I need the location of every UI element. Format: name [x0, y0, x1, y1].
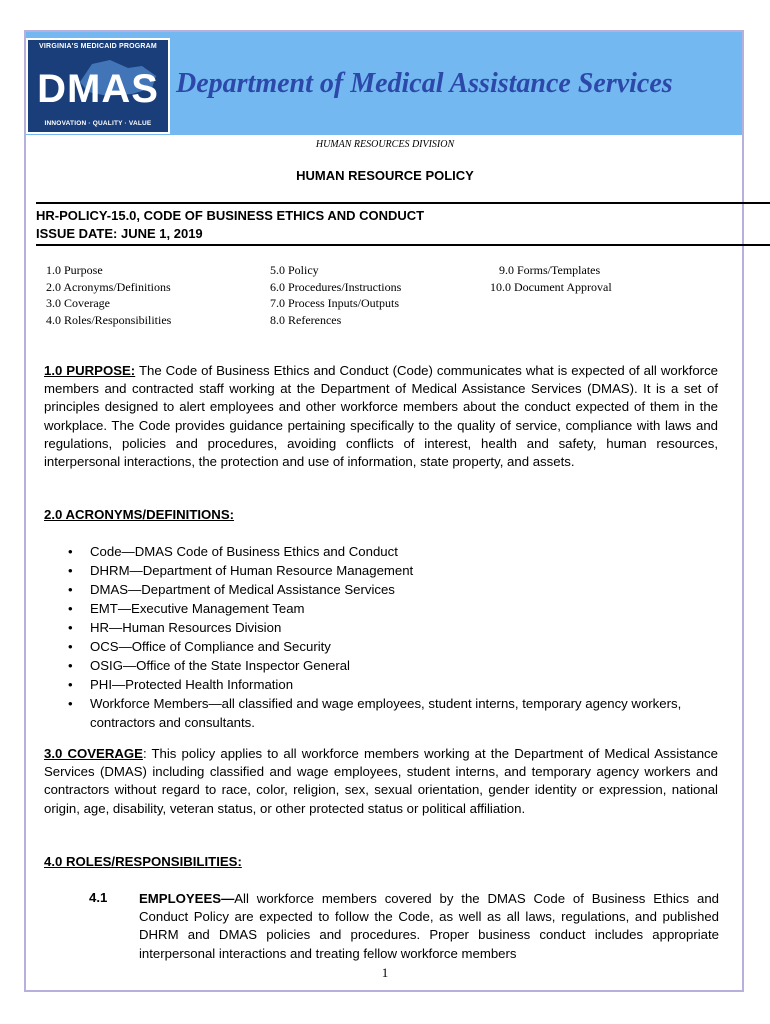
division-label: HUMAN RESOURCES DIVISION — [315, 139, 455, 150]
purpose-heading: 1.0 PURPOSE: — [44, 363, 136, 378]
toc-column-3 — [490, 262, 612, 295]
toc-item[interactable]: 7.0 Process Inputs/Outputs — [270, 296, 399, 310]
definitions-heading: 2.0 ACRONYMS/DEFINITIONS: — [44, 507, 235, 522]
logo-bottom-text: INNOVATION · QUALITY · VALUE — [44, 120, 152, 127]
subsection-number: 4.1 — [89, 890, 108, 905]
toc-item[interactable]: 4.0 Roles/Responsibilities — [46, 312, 172, 327]
list-item: • OSIG—Office of the State Inspector General — [68, 656, 720, 675]
coverage-section — [44, 745, 718, 818]
list-item: • OCS—Office of Compliance and Security — [68, 637, 720, 656]
employees-subsection — [139, 890, 719, 963]
toc-item[interactable]: 6.0 Procedures/Instructions — [270, 279, 402, 294]
toc-item[interactable]: 2.0 Acronyms/Definitions — [46, 279, 171, 294]
toc-column-1 — [46, 262, 171, 328]
toc-item[interactable]: 8.0 References — [270, 312, 342, 327]
toc-item[interactable]: 5.0 Policy — [270, 263, 319, 277]
policy-id: HR-POLICY-15.0, CODE OF BUSINESS ETHICS AND CONDUCT — [36, 208, 425, 223]
employees-title: EMPLOYEES— — [139, 891, 235, 906]
agency-title: Department of Medical Assistance Services — [176, 68, 673, 99]
definitions-heading-wrap — [44, 506, 718, 524]
purpose-section — [44, 362, 718, 471]
purpose-text: The Code of Business Ethics and Conduct (Code) communicates what is expected of all workforce members and contracted staff working at the Department of Medical Assistance Services (DMAS). It is a set of principles designed to alert employees and other workforce members about the conduct expected of them in the workplace. The Code provides guidance pertaining specifically to the quality of service, compliance with laws and regulations, policies and procedures, avoiding conflicts of interest, health and safety, human resources, interpersonal interactions, the protection and use of information, state property, and assets. — [44, 363, 718, 470]
policy-id-block — [36, 207, 424, 243]
page-number: 1 — [381, 965, 389, 980]
policy-heading: HUMAN RESOURCE POLICY — [296, 168, 474, 183]
toc-item[interactable]: 10.0 Document Approval — [490, 279, 612, 294]
roles-heading: 4.0 ROLES/RESPONSIBILITIES: — [44, 854, 242, 869]
list-item: • DHRM—Department of Human Resource Management — [68, 561, 720, 580]
list-item: • DMAS—Department of Medical Assistance Services — [68, 580, 720, 599]
toc-item[interactable]: 3.0 Coverage — [46, 296, 110, 310]
definitions-list — [68, 542, 720, 732]
dmas-logo — [26, 38, 170, 134]
dmas-logo-mark — [32, 58, 164, 112]
roles-heading-wrap — [44, 853, 718, 871]
toc-item[interactable]: 1.0 Purpose — [46, 263, 103, 277]
issue-date: ISSUE DATE: JUNE 1, 2019 — [36, 226, 203, 241]
employees-text: All workforce members covered by the DMAS Code of Business Ethics and Conduct Policy are expected to follow the Code, as well as all laws, regulations, and published DHRM and DMAS policies and procedures. Proper business conduct includes appropriate interpersonal interactions and treating fellow workforce members — [139, 891, 719, 961]
list-item: • PHI—Protected Health Information — [68, 675, 720, 694]
toc-item[interactable]: 9.0 Forms/Templates — [499, 263, 601, 277]
list-item: • Code—DMAS Code of Business Ethics and Conduct — [68, 542, 720, 561]
bottom-rule — [36, 244, 770, 246]
list-item: • HR—Human Resources Division — [68, 618, 720, 637]
toc-column-2 — [270, 262, 401, 328]
list-item: • Workforce Members—all classified and wage employees, student interns, temporary agency workers, contractors and consultants. — [68, 694, 720, 732]
coverage-text: : This policy applies to all workforce members working at the Department of Medical Assistance Services (DMAS) including classified and wage employees, student interns, and temporary agency workers and contractors without regard to race, color, religion, sex, sexual orientation, gender identity or expression, national origin, age, disability, veteran status, or other protected status or political affiliation. — [44, 746, 718, 816]
list-item: • EMT—Executive Management Team — [68, 599, 720, 618]
coverage-heading: 3.0 COVERAGE — [44, 746, 143, 761]
logo-mark-text: DMAS — [37, 67, 159, 111]
logo-top-text: VIRGINIA'S MEDICAID PROGRAM — [39, 43, 157, 50]
top-rule — [36, 202, 770, 204]
